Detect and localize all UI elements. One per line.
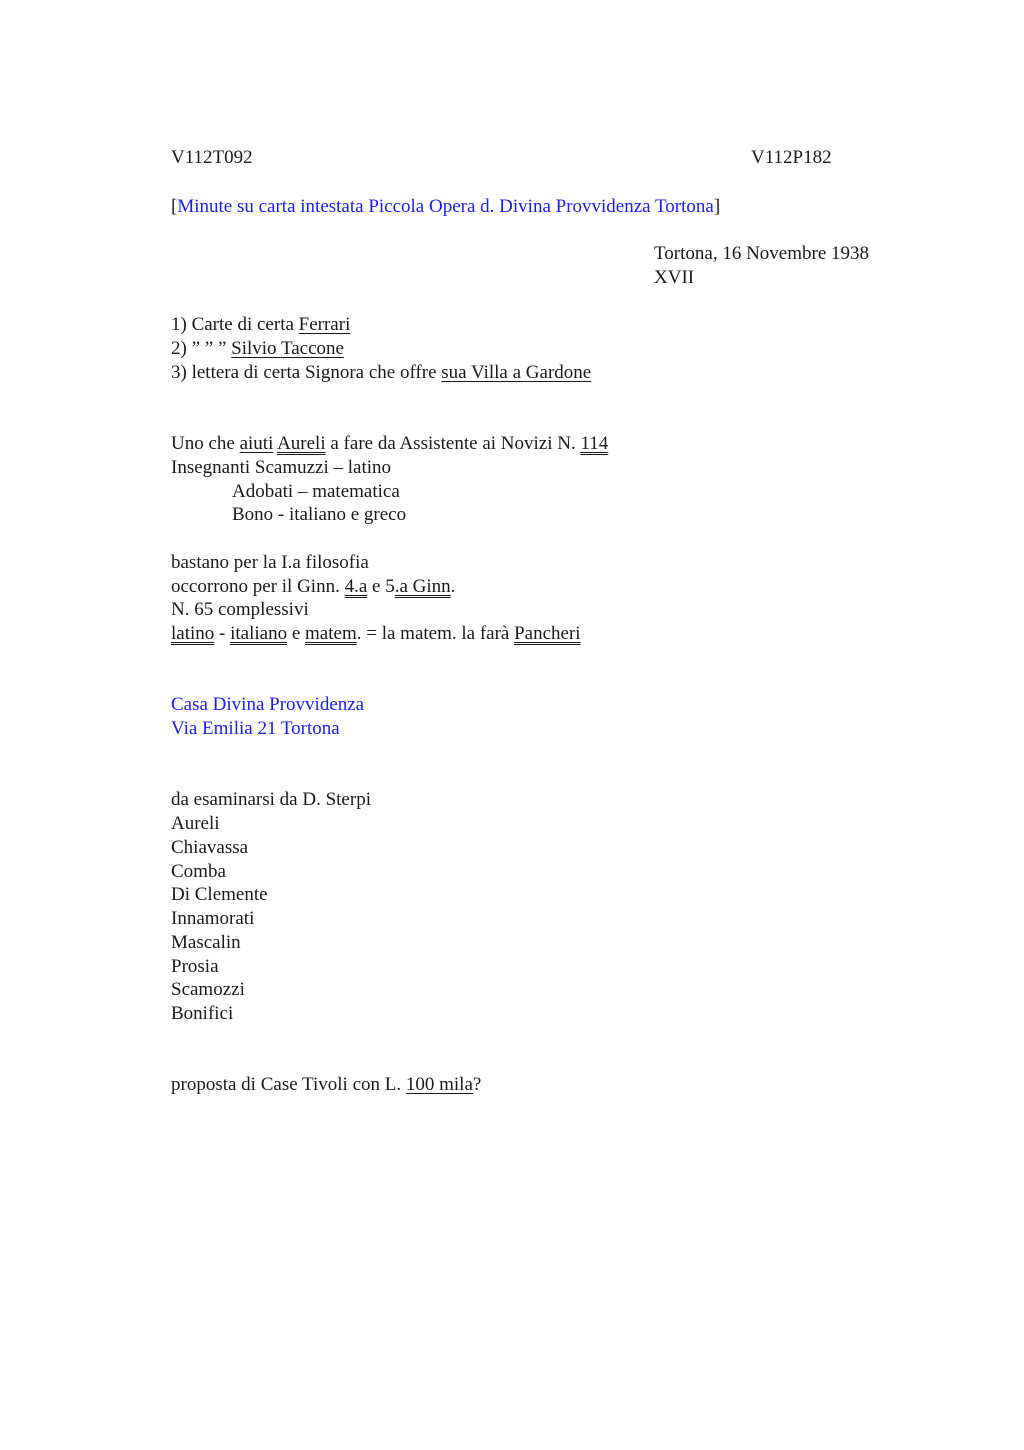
address-street: Via Emilia 21 Tortona [171, 718, 340, 739]
double-underlined-run: Pancheri [514, 623, 581, 644]
exam-name: Aureli [171, 813, 220, 834]
exam-heading: da esaminarsi da D. Sterpi [171, 789, 371, 810]
classes-line: N. 65 complessivi [171, 599, 309, 620]
exam-name: Scamozzi [171, 979, 245, 1000]
double-underlined-run: italiano [230, 623, 288, 644]
list-item [171, 361, 591, 385]
exam-name: Chiavassa [171, 837, 249, 858]
list-item [171, 313, 350, 337]
proposal-line [171, 1073, 481, 1097]
classes-line [171, 575, 455, 599]
text-run: Uno che [171, 433, 240, 454]
archive-code-right: V112P182 [751, 147, 832, 168]
double-underlined-run: latino [171, 623, 215, 644]
list-item [171, 337, 344, 361]
double-underlined-run: 4.a [344, 576, 368, 597]
note-bracket-open: [ [171, 196, 178, 217]
assistente-line [171, 432, 608, 456]
exam-name: Innamorati [171, 908, 255, 929]
exam-name: Bonifici [171, 1003, 234, 1024]
double-underlined-run: Aureli [277, 433, 326, 454]
archive-code-left: V112T092 [171, 147, 253, 168]
exam-name: Mascalin [171, 932, 241, 953]
item-underlined: Ferrari [298, 314, 351, 335]
text-run: . [450, 576, 456, 597]
classes-line: bastano per la I.a filosofia [171, 552, 369, 573]
dateline-place-date: Tortona, 16 Novembre 1938 [654, 243, 870, 264]
item-text: 1) Carte di certa [171, 314, 299, 335]
exam-name: Di Clemente [171, 884, 268, 905]
text-run: e 5 [367, 576, 395, 597]
underlined-run: aiuti [239, 433, 274, 454]
text-run: e [287, 623, 306, 644]
exam-name: Prosia [171, 956, 219, 977]
item-underlined: Silvio Taccone [231, 338, 344, 359]
item-underlined: sua Villa a Gardone [441, 362, 592, 383]
text-run: proposta di Case Tivoli con L. [171, 1074, 406, 1095]
note-bracket-close: ] [713, 196, 721, 217]
double-underlined-run: 114 [580, 433, 609, 454]
teacher-line: Adobati – matematica [232, 481, 400, 502]
item-text: 2) ” ” ” [171, 338, 232, 359]
double-underlined-run: matem [305, 623, 357, 644]
note-text: Minute su carta intestata Piccola Opera d. Divina Provvidenza Tortona [177, 196, 714, 217]
text-run: occorrono per il Ginn. [171, 576, 345, 597]
double-underlined-run: .a Ginn [394, 576, 451, 597]
dateline-era: XVII [654, 267, 695, 288]
editorial-note [171, 195, 720, 219]
text-run: - [214, 623, 231, 644]
classes-line [171, 622, 581, 646]
teacher-line: Bono - italiano e greco [232, 504, 407, 525]
exam-name: Comba [171, 861, 226, 882]
text-run: ? [472, 1074, 482, 1095]
teacher-line: Insegnanti Scamuzzi – latino [171, 457, 392, 478]
underlined-run: 100 mila [405, 1074, 473, 1095]
address-name: Casa Divina Provvidenza [171, 694, 365, 715]
text-run: . = la matem. la farà [356, 623, 515, 644]
item-text: 3) lettera di certa Signora che offre [171, 362, 442, 383]
text-run: a fare da Assistente ai Novizi N. [325, 433, 581, 454]
